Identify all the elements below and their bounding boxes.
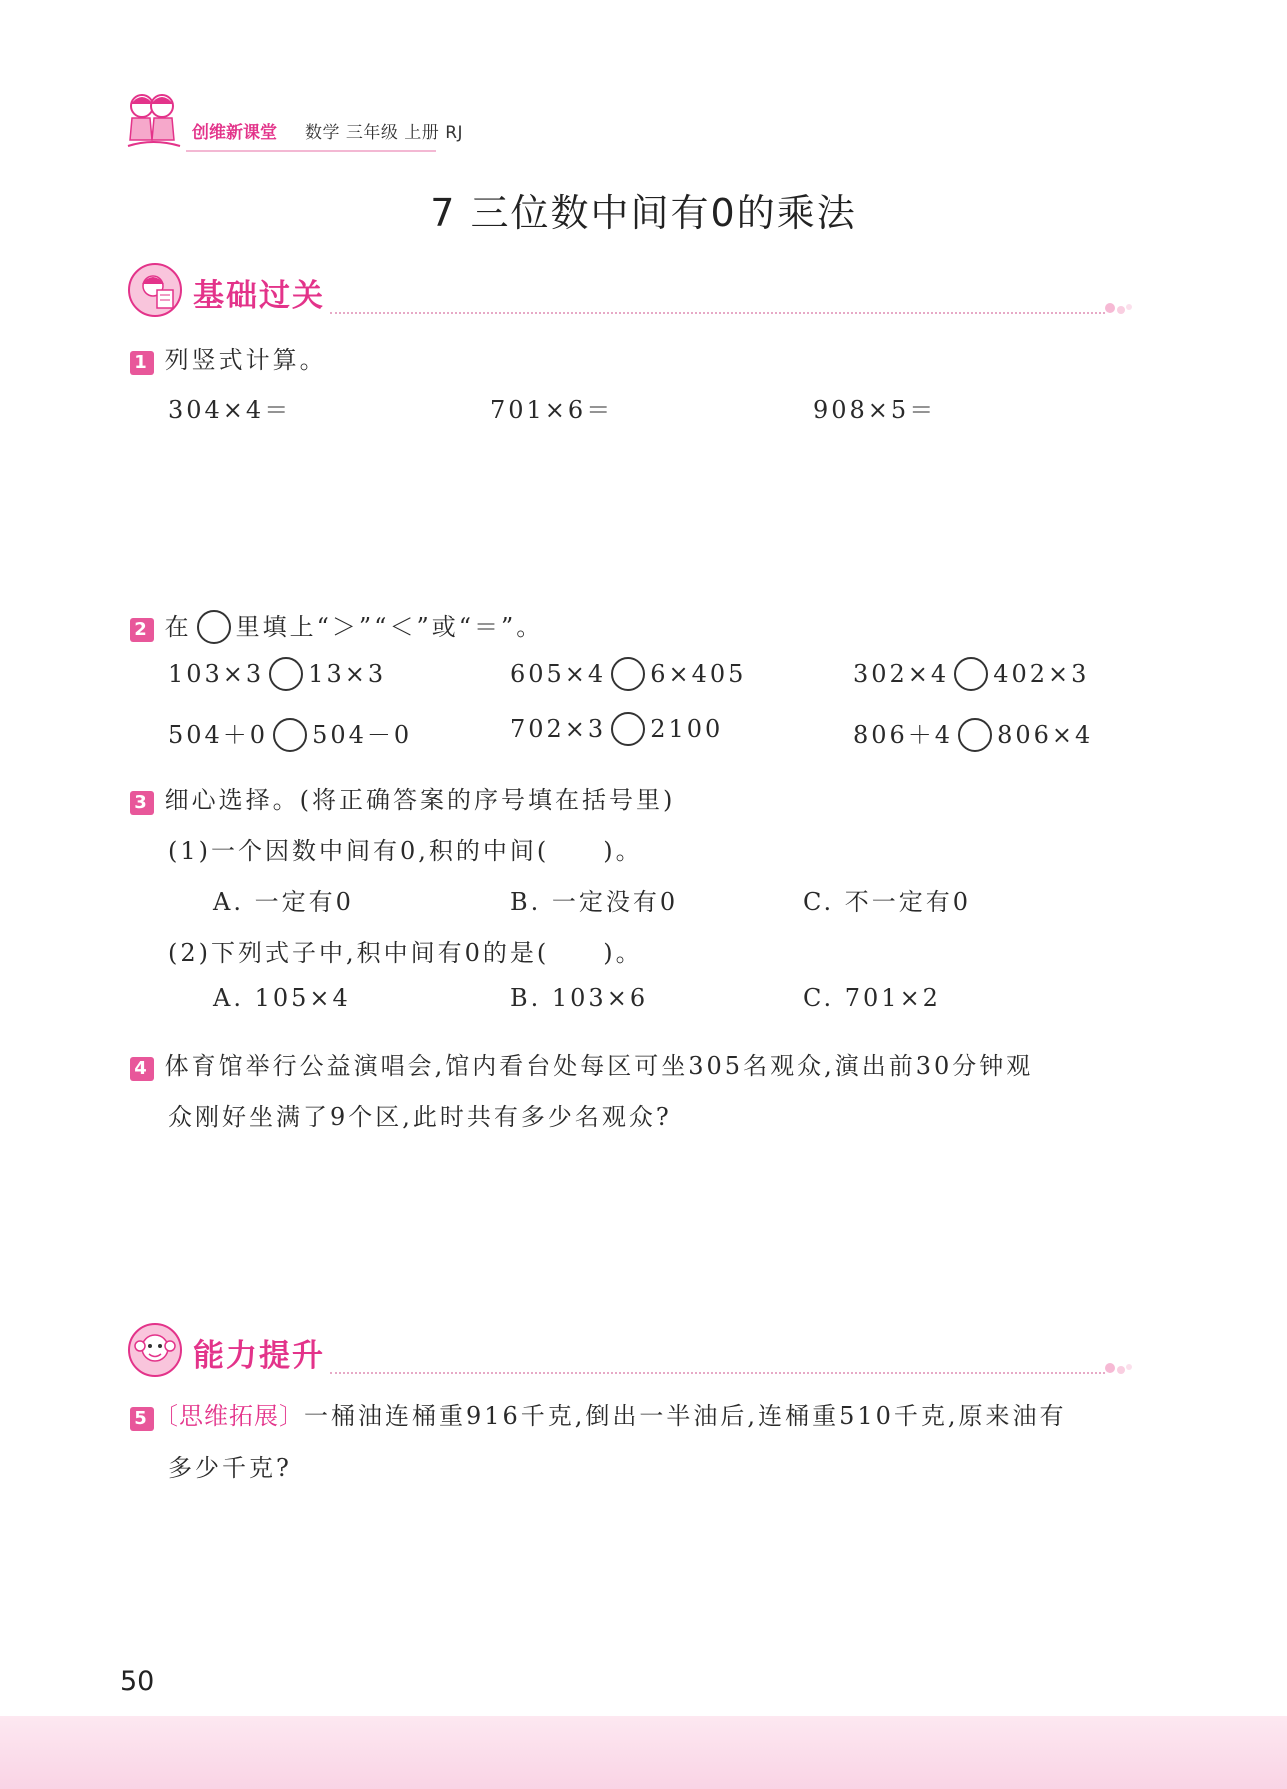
question-number-badge: 4 xyxy=(130,1057,154,1081)
section-title-advanced: 能力提升 xyxy=(193,1338,325,1374)
question-5-line-1: 一桶油连桶重916千克,倒出一半油后,连桶重510千克,原来油有 xyxy=(304,1402,1067,1430)
compare-left: 302×4 xyxy=(853,660,950,688)
question-5 xyxy=(130,1396,1067,1431)
question-1-text: 列竖式计算。 xyxy=(164,346,327,374)
compare-left: 605×4 xyxy=(510,660,607,688)
compare-item xyxy=(168,715,412,752)
question-2 xyxy=(130,607,543,644)
calc-item-1: 304×4＝ xyxy=(168,396,292,424)
compare-right: 402×3 xyxy=(993,660,1090,688)
compare-blank[interactable] xyxy=(611,712,645,746)
question-number-badge: 2 xyxy=(130,618,154,642)
compare-left: 103×3 xyxy=(168,660,265,688)
question-4 xyxy=(130,1046,1033,1081)
footer-band xyxy=(0,1716,1287,1789)
option-a[interactable]: A. 一定有0 xyxy=(213,888,354,916)
thinking-extension-tag: 〔思维拓展〕 xyxy=(154,1402,304,1430)
compare-circle-example xyxy=(197,610,231,644)
question-4-line-2: 众刚好坐满了9个区,此时共有多少名观众? xyxy=(168,1103,672,1131)
calc-item-2: 701×6＝ xyxy=(490,396,614,424)
brand-name: 创维新课堂 xyxy=(192,123,277,143)
compare-item xyxy=(510,715,723,746)
compare-blank[interactable] xyxy=(273,718,307,752)
calc-item-3: 908×5＝ xyxy=(813,396,937,424)
question-number-badge: 5 xyxy=(130,1407,154,1431)
compare-right: 806×4 xyxy=(997,721,1094,749)
compare-blank[interactable] xyxy=(269,657,303,691)
dots-decoration-icon xyxy=(1104,300,1134,316)
sub-question-2-stem: (2)下列式子中,积中间有0的是( )。 xyxy=(168,939,643,967)
compare-blank[interactable] xyxy=(954,657,988,691)
question-4-line-1: 体育馆举行公益演唱会,馆内看台处每区可坐305名观众,演出前30分钟观 xyxy=(164,1052,1034,1080)
question-number-badge: 3 xyxy=(130,791,154,815)
compare-blank[interactable] xyxy=(611,657,645,691)
section-divider xyxy=(330,1372,1105,1374)
monkey-mascot-icon xyxy=(127,1322,183,1378)
option-c[interactable]: C. 701×2 xyxy=(803,984,941,1012)
page-number: 50 xyxy=(120,1666,155,1697)
option-c[interactable]: C. 不一定有0 xyxy=(803,888,972,916)
question-number-badge: 1 xyxy=(130,351,154,375)
header-divider xyxy=(186,150,436,152)
question-1 xyxy=(130,340,327,375)
compare-right: 2100 xyxy=(650,715,724,743)
compare-left: 806＋4 xyxy=(853,721,954,749)
option-b[interactable]: B. 一定没有0 xyxy=(510,888,679,916)
section-title-basic: 基础过关 xyxy=(193,278,325,314)
compare-item xyxy=(168,660,386,691)
compare-right: 504－0 xyxy=(312,721,413,749)
girl-reading-icon xyxy=(127,262,183,318)
question-5-line-2: 多少千克? xyxy=(168,1454,292,1482)
compare-right: 13×3 xyxy=(308,660,387,688)
compare-item xyxy=(510,660,746,691)
compare-blank[interactable] xyxy=(958,718,992,752)
question-3-text: 细心选择。(将正确答案的序号填在括号里) xyxy=(164,786,676,814)
option-b[interactable]: B. 103×6 xyxy=(510,984,649,1012)
book-subject: 数学 三年级 上册 RJ xyxy=(305,123,464,143)
sub-question-1-stem: (1)一个因数中间有0,积的中间( )。 xyxy=(168,837,643,865)
kids-logo-icon xyxy=(122,88,184,150)
compare-item xyxy=(853,660,1089,691)
compare-right: 6×405 xyxy=(650,660,747,688)
compare-item xyxy=(853,715,1093,752)
question-3 xyxy=(130,780,675,815)
question-2-text-prefix: 在 xyxy=(164,613,192,641)
compare-left: 702×3 xyxy=(510,715,607,743)
question-2-text-suffix: 里填上“＞”“＜”或“＝”。 xyxy=(235,613,544,641)
page-title: 7 三位数中间有0的乘法 xyxy=(430,191,857,235)
option-a[interactable]: A. 105×4 xyxy=(213,984,351,1012)
dots-decoration-icon xyxy=(1104,1360,1134,1376)
section-divider xyxy=(330,312,1105,314)
compare-left: 504＋0 xyxy=(168,721,269,749)
